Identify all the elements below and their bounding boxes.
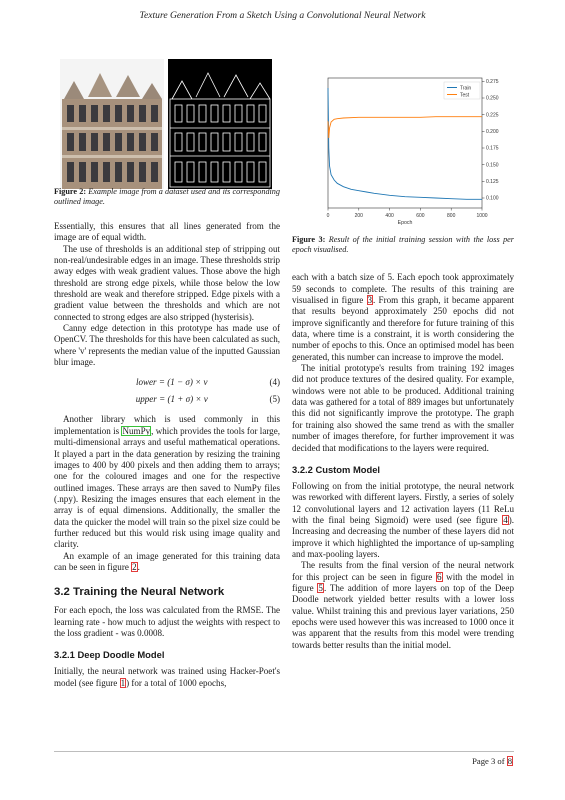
equation-5: upper = (1 + σ) × v (5) [135, 394, 280, 405]
last-page-link[interactable]: 8 [507, 756, 512, 766]
left-column [54, 58, 280, 689]
section-3-2-heading: 3.2 Training the Neural Network [54, 586, 225, 599]
figure-2-link[interactable]: 2 [132, 561, 137, 572]
y-tick-label: 0.225 [486, 112, 499, 119]
paragraph: Following on from the initial prototype, the neural network was reworked with different layers. Firstly, a series of solely 12 convolutional layers and 12 activation layers (11 ReLu with the final being Sigmoid) were used (see figure 4). Increasing and decreasing the number of these layers did not improve it which highlighted the importance of up-sampling and max-pooling layers. [292, 480, 514, 559]
x-tick-label: 200 [354, 213, 363, 219]
x-tick-label: 600 [416, 213, 425, 219]
paragraph: An example of an image generated for this training data can be seen in figure 2. [54, 550, 280, 572]
right-column [292, 58, 514, 651]
series-line-train [328, 88, 482, 199]
y-tick-label: 0.250 [486, 95, 499, 102]
legend-label: Test [460, 92, 470, 99]
paragraph: For each epoch, the loss was calculated from the RMSE. The learning rate - how much to adjust the weights with respect to the loss gradient - was 0.0008. [54, 605, 280, 638]
figure-3-caption: Figure 3: Result of the initial training session with the loss per epoch visualised. [292, 235, 514, 255]
y-tick-label: 0.275 [486, 79, 499, 86]
x-tick-label: 1000 [476, 213, 488, 219]
paragraph: Initially, the neural network was trained using Hacker-Poet's model (see figure 1) for a total of 1000 epochs, [54, 666, 280, 688]
paragraph: Another library which is used commonly in this implementation is NumPy, which provides the tools for large, multi-dimensional arrays and useful mathematical operations. It played a part in the data generation by resizing the training images to 400 by 400 pixels and then adding them to arrays; one for the coloured images and one for the respective outlined images. These arrays are then saved to NumPy files (.npy). Resizing the images ensures that each element in the array is of equal dimensions. Additionally, the smaller the data the quicker the model will train so the pixel size could be further reduced but this would risk using image quality and clarity. [54, 414, 280, 550]
figure-6-link[interactable]: 6 [436, 571, 442, 582]
paragraph: The use of thresholds is an additional step of stripping out non-real/undesirable edges in an image. These thresholds strip away edges with weak gradient values. Those above the high threshold are strong edge pixels, while those below the low threshold are weak and therefore stripped. Edge pixels with a gradient value between the thresholds and which are not connected to strong edges are also stripped (hysterisis). [54, 243, 280, 322]
x-axis-label: Epoch [397, 220, 413, 226]
y-tick-label: 0.125 [486, 179, 499, 186]
x-tick-label: 400 [385, 213, 394, 219]
section-3-2-1-heading: 3.2.1 Deep Doodle Model [54, 649, 165, 661]
legend-label: Train [460, 85, 472, 92]
paragraph: The initial prototype's results from training 192 images did not produce textures of the desired quality. For example, windows were not able to be produced. Additional training data was gathered for a total of 889 images but unfortunately this did not significantly improve the prototype. The graph for training also showed the same trend as with the smaller number of images therefore, for further improvement it was decided that modifications to the layers were required. [292, 363, 514, 453]
y-tick-label: 0.100 [486, 195, 499, 202]
numpy-citation-link[interactable]: NumPy [122, 425, 151, 436]
page-footer: Page 3 of 8 [472, 756, 512, 766]
footer-rule [54, 751, 514, 752]
x-tick-label: 0 [326, 213, 330, 219]
section-3-2-2-heading: 3.2.2 Custom Model [292, 463, 381, 475]
series-line-test [328, 117, 482, 138]
x-tick-label: 800 [447, 213, 456, 219]
figure-1-link[interactable]: 1 [120, 677, 126, 688]
figure-3-link[interactable]: 3 [367, 295, 373, 306]
y-tick-label: 0.175 [486, 145, 499, 152]
figure-5-link[interactable]: 5 [318, 582, 323, 593]
running-head: Texture Generation From a Sketch Using a Convolutional Neural Network [139, 10, 426, 21]
loss-chart [292, 58, 514, 226]
paragraph: The results from the final version of the neural network for this project can be seen in figure 6 with the model in figure 5. The addition of more layers on top of the Deep Doodle network yielded better results with a lower loss value. Whilst training this and previous layer variations, 250 epochs were used however this was increased to 1000 once it was apparent that the results from this model were trending towards better results than the initial model. [292, 560, 514, 650]
paragraph: Essentially, this ensures that all lines generated from the image are of equal width. [54, 221, 280, 243]
paragraph: Canny edge detection in this prototype has made use of OpenCV. The thresholds for this have been calculated as such, where 'v' represents the median value of the inputted Gaussian blur image. [54, 323, 280, 368]
figure-2-caption: Figure 2: Example image from a dataset used and its corresponding outlined image. [54, 187, 280, 206]
y-tick-label: 0.150 [486, 162, 499, 169]
paragraph: each with a batch size of 5. Each epoch took approximately 59 seconds to complete. The results of this training are visualised in figure 3. From this graph, it became apparent that results beyond approximately 250 epochs did not improve significantly and therefore for future training of this data, where time is a constraint, it is worth considering the number of epochs to this. Once an optimised model has been generated, this number can increase to improve the model. [292, 272, 514, 362]
figure-4-link[interactable]: 4 [503, 514, 508, 525]
y-tick-label: 0.200 [486, 129, 499, 136]
equation-4: lower = (1 − σ) × v (4) [135, 377, 280, 388]
